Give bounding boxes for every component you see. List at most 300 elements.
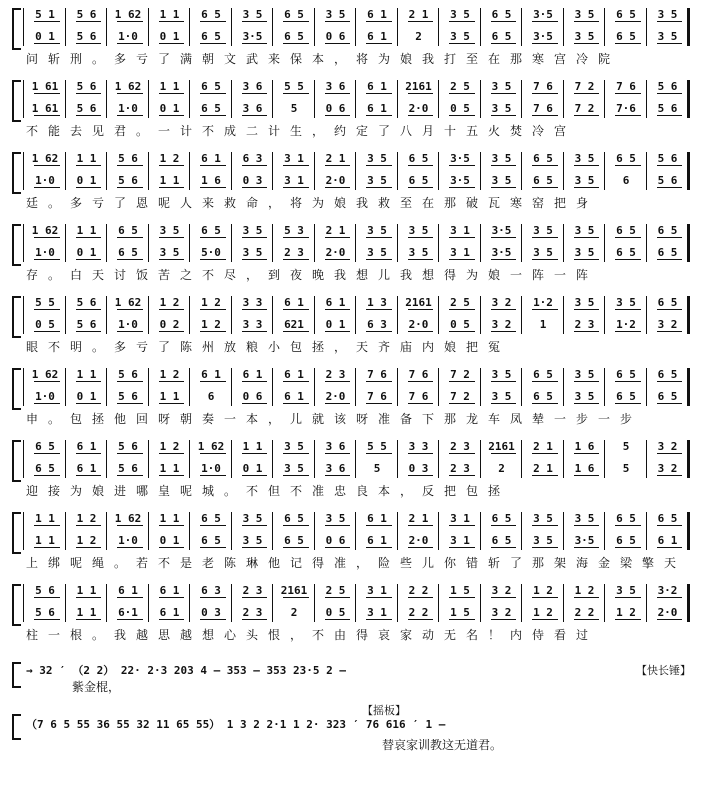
note-group: 1 62 bbox=[31, 368, 59, 381]
beam-underline bbox=[242, 93, 268, 94]
bar-line bbox=[563, 224, 564, 262]
note-group: 3 5 bbox=[533, 534, 553, 547]
beam-underline bbox=[657, 547, 683, 548]
beam-underline bbox=[159, 93, 185, 94]
beam-underline bbox=[283, 309, 309, 310]
note-group: 3·5 bbox=[533, 8, 553, 21]
note-group: 3 1 bbox=[367, 584, 387, 597]
beam-underline bbox=[159, 115, 185, 116]
beam-underline bbox=[574, 381, 600, 382]
note-group: 3 5 bbox=[616, 584, 636, 597]
bar-line bbox=[521, 152, 522, 190]
note-group: 1 2 bbox=[76, 512, 97, 525]
beam-underline bbox=[615, 547, 641, 548]
beam-underline bbox=[532, 237, 558, 238]
beam-underline bbox=[532, 381, 558, 382]
beam-underline bbox=[366, 453, 392, 454]
note-group: 1 1 bbox=[76, 224, 97, 237]
beam-underline bbox=[76, 115, 102, 116]
bar-line bbox=[604, 152, 605, 190]
beam-underline bbox=[242, 43, 268, 44]
bar-line bbox=[438, 152, 439, 190]
beam-underline bbox=[325, 165, 351, 166]
bar-line bbox=[189, 224, 190, 262]
beam-underline bbox=[76, 547, 102, 548]
beam-underline bbox=[159, 237, 185, 238]
beam-underline bbox=[449, 259, 475, 260]
beam-underline bbox=[200, 187, 226, 188]
beam-underline bbox=[117, 525, 143, 526]
note-group: 3 5 bbox=[408, 246, 429, 259]
note-group: 3 2 bbox=[491, 584, 512, 597]
beam-underline bbox=[34, 259, 60, 260]
beam-underline bbox=[117, 259, 143, 260]
note-group: 2 5 bbox=[325, 584, 346, 597]
note-group: 6 1 bbox=[284, 368, 304, 381]
note-group: 0 1 bbox=[159, 102, 180, 115]
note-group: 6 5 bbox=[657, 224, 678, 237]
beam-underline bbox=[491, 21, 517, 22]
beam-underline bbox=[615, 165, 641, 166]
bar-line bbox=[604, 8, 605, 46]
bar-line bbox=[23, 8, 24, 46]
note-group: 3 6 bbox=[242, 80, 263, 93]
lyric-line: 眼不明。多亏了陈州放粮小包拯，天齐庙内娘把冤 bbox=[26, 340, 511, 354]
note-group: 6 5 bbox=[616, 152, 636, 165]
bar-line bbox=[314, 512, 315, 550]
note-group: 3 6 bbox=[325, 80, 346, 93]
beam-underline bbox=[574, 237, 600, 238]
system-brace bbox=[12, 224, 21, 266]
note-group: 3 5 bbox=[616, 296, 636, 309]
bar-line bbox=[521, 440, 522, 478]
beam-underline bbox=[34, 187, 60, 188]
note-group: 3 5 bbox=[450, 8, 470, 21]
note-group: 3 2 bbox=[657, 318, 678, 331]
note-group: 3 5 bbox=[408, 224, 429, 237]
beam-underline bbox=[366, 259, 392, 260]
system-brace bbox=[12, 440, 21, 482]
bar-line bbox=[480, 368, 481, 406]
note-group: 6 5 bbox=[35, 440, 55, 453]
note-group: 2·0 bbox=[408, 318, 429, 331]
note-group: 1 62 bbox=[114, 296, 142, 309]
bar-line bbox=[272, 512, 273, 550]
note-group: 3 2 bbox=[657, 440, 678, 453]
beam-underline bbox=[574, 187, 600, 188]
note-group: 6 5 bbox=[616, 30, 636, 43]
bar-line bbox=[397, 440, 398, 478]
note-group: 3 5 bbox=[325, 512, 346, 525]
beam-underline bbox=[491, 331, 517, 332]
note-group: 2 3 bbox=[325, 368, 346, 381]
bar-line bbox=[646, 512, 647, 550]
beam-underline bbox=[200, 525, 226, 526]
note-group: 6 1 bbox=[242, 368, 263, 381]
beam-underline bbox=[408, 115, 434, 116]
beam-underline bbox=[117, 403, 143, 404]
bar-line bbox=[65, 296, 66, 334]
beam-underline bbox=[657, 259, 683, 260]
note-group: 5 bbox=[290, 102, 298, 115]
note-group: 3·5 bbox=[450, 152, 470, 165]
beam-underline bbox=[449, 43, 475, 44]
note-group: 5 6 bbox=[76, 8, 97, 21]
bar-line bbox=[231, 80, 232, 118]
bar-line bbox=[106, 80, 107, 118]
note-group: 3 5 bbox=[325, 8, 346, 21]
beam-underline bbox=[366, 331, 392, 332]
beam-underline bbox=[283, 93, 309, 94]
note-group: 3 1 bbox=[450, 246, 470, 259]
note-group: 2 2 bbox=[408, 584, 429, 597]
beam-underline bbox=[408, 403, 434, 404]
beam-underline bbox=[283, 525, 309, 526]
note-group: 0 3 bbox=[242, 174, 263, 187]
beam-underline bbox=[34, 547, 60, 548]
beam-underline bbox=[117, 475, 143, 476]
beam-underline bbox=[449, 115, 475, 116]
beam-underline bbox=[657, 237, 683, 238]
note-group: 3 5 bbox=[533, 224, 553, 237]
bar-line bbox=[148, 368, 149, 406]
bar-line bbox=[189, 152, 190, 190]
note-group: 2 2 bbox=[408, 606, 429, 619]
beam-underline bbox=[117, 21, 143, 22]
bar-line bbox=[314, 152, 315, 190]
note-group: 1 62 bbox=[31, 152, 59, 165]
note-group: 0 1 bbox=[325, 318, 346, 331]
beam-underline bbox=[34, 115, 60, 116]
note-group: 7 6 bbox=[408, 368, 429, 381]
beam-underline bbox=[200, 453, 226, 454]
note-group: 6 1 bbox=[325, 296, 346, 309]
bar-line bbox=[397, 224, 398, 262]
beam-underline bbox=[283, 331, 309, 332]
beam-underline bbox=[615, 43, 641, 44]
note-group: 1 2 bbox=[533, 584, 553, 597]
bar-line bbox=[604, 584, 605, 622]
note-group: 1 62 bbox=[31, 224, 59, 237]
beam-underline bbox=[615, 403, 641, 404]
note-group: 3 3 bbox=[242, 318, 263, 331]
beam-underline bbox=[325, 525, 351, 526]
beam-underline bbox=[325, 43, 351, 44]
beam-underline bbox=[408, 597, 434, 598]
beam-underline bbox=[242, 187, 268, 188]
note-group: 1 62 bbox=[114, 80, 142, 93]
note-group: 6 5 bbox=[491, 8, 512, 21]
note-group: 0 6 bbox=[325, 534, 346, 547]
bar-line bbox=[65, 512, 66, 550]
beam-underline bbox=[325, 619, 351, 620]
note-group: 0 6 bbox=[325, 30, 346, 43]
beam-underline bbox=[117, 619, 143, 620]
bar-line bbox=[189, 296, 190, 334]
note-group: 2 1 bbox=[325, 224, 346, 237]
beam-underline bbox=[76, 21, 102, 22]
note-group: 7 6 bbox=[408, 390, 429, 403]
bar-line bbox=[521, 80, 522, 118]
bar-line bbox=[314, 368, 315, 406]
beam-underline bbox=[200, 237, 226, 238]
bar-line bbox=[397, 80, 398, 118]
beam-underline bbox=[366, 547, 392, 548]
bar-line bbox=[314, 296, 315, 334]
bar-line bbox=[148, 80, 149, 118]
bar-line bbox=[65, 8, 66, 46]
beam-underline bbox=[615, 331, 641, 332]
bar-line bbox=[148, 8, 149, 46]
note-group: 2·0 bbox=[408, 534, 429, 547]
beam-underline bbox=[34, 309, 60, 310]
note-group: 1·0 bbox=[118, 318, 138, 331]
note-group: 6 1 bbox=[201, 368, 221, 381]
bar-line bbox=[687, 224, 690, 262]
note-group: 7 2 bbox=[450, 368, 470, 381]
lyric-line: 廷。多亏了恩呢人来救命，将为娘我救至在那破瓦寒窑把身 bbox=[26, 196, 599, 210]
beam-underline bbox=[200, 331, 226, 332]
note-group: 3·2 bbox=[657, 584, 678, 597]
note-group: 6 3 bbox=[201, 584, 221, 597]
bar-line bbox=[23, 80, 24, 118]
note-group: 5 6 bbox=[118, 152, 138, 165]
note-group: 5 bbox=[622, 440, 630, 453]
bar-line bbox=[355, 440, 356, 478]
note-group: 3 5 bbox=[574, 368, 595, 381]
bar-line bbox=[480, 8, 481, 46]
bar-line bbox=[189, 80, 190, 118]
bar-line bbox=[106, 296, 107, 334]
note-group: 3·5 bbox=[242, 30, 263, 43]
note-group: 1 1 bbox=[242, 440, 263, 453]
beam-underline bbox=[76, 309, 102, 310]
beam-underline bbox=[657, 93, 683, 94]
note-group: 3 5 bbox=[533, 512, 553, 525]
note-group: 6 5 bbox=[284, 30, 304, 43]
system-brace bbox=[12, 662, 21, 688]
beam-underline bbox=[408, 187, 434, 188]
beam-underline bbox=[117, 165, 143, 166]
beam-underline bbox=[159, 21, 185, 22]
bar-line bbox=[563, 368, 564, 406]
note-group: 6 5 bbox=[533, 174, 553, 187]
note-group: 1 2 bbox=[159, 152, 180, 165]
bar-line bbox=[397, 512, 398, 550]
bar-line bbox=[231, 368, 232, 406]
note-group: 2 3 bbox=[450, 440, 470, 453]
bar-line bbox=[397, 296, 398, 334]
bar-line bbox=[646, 440, 647, 478]
note-group: 6 1 bbox=[367, 512, 387, 525]
beam-underline bbox=[615, 21, 641, 22]
beam-underline bbox=[574, 597, 600, 598]
beam-underline bbox=[366, 403, 392, 404]
note-group: 1 1 bbox=[159, 512, 180, 525]
beam-underline bbox=[242, 597, 268, 598]
bar-line bbox=[65, 80, 66, 118]
beam-underline bbox=[532, 115, 558, 116]
note-group: 3 6 bbox=[325, 440, 346, 453]
note-group: 3 1 bbox=[450, 224, 470, 237]
bar-line bbox=[438, 224, 439, 262]
beam-underline bbox=[242, 21, 268, 22]
beam-underline bbox=[283, 165, 309, 166]
bar-line bbox=[23, 440, 24, 478]
bar-line bbox=[438, 80, 439, 118]
bar-line bbox=[355, 368, 356, 406]
bar-line bbox=[604, 296, 605, 334]
beam-underline bbox=[325, 381, 351, 382]
bar-line bbox=[687, 152, 690, 190]
note-group: 5 6 bbox=[118, 368, 138, 381]
bar-line bbox=[563, 152, 564, 190]
bar-line bbox=[480, 440, 481, 478]
bar-line bbox=[438, 512, 439, 550]
note-group: 7 6 bbox=[616, 80, 636, 93]
beam-underline bbox=[159, 43, 185, 44]
system-brace bbox=[12, 8, 21, 50]
beam-underline bbox=[449, 21, 475, 22]
bar-line bbox=[314, 224, 315, 262]
beam-underline bbox=[449, 547, 475, 548]
beam-underline bbox=[408, 453, 434, 454]
note-group: 2 3 bbox=[450, 462, 470, 475]
bar-line bbox=[23, 224, 24, 262]
note-group: 3 5 bbox=[657, 8, 678, 21]
beam-underline bbox=[200, 93, 226, 94]
note-group: 621 bbox=[284, 318, 304, 331]
note-group: 3 1 bbox=[284, 174, 304, 187]
note-group: 0 6 bbox=[325, 102, 346, 115]
note-group: 2 bbox=[290, 606, 298, 619]
bar-line bbox=[355, 80, 356, 118]
note-group: 1 62 bbox=[197, 440, 225, 453]
beam-underline bbox=[366, 93, 392, 94]
beam-underline bbox=[117, 547, 143, 548]
bar-line bbox=[148, 584, 149, 622]
bar-line bbox=[23, 296, 24, 334]
note-group: 3 5 bbox=[574, 390, 595, 403]
note-group: 6 1 bbox=[367, 80, 387, 93]
note-group: 2161 bbox=[488, 440, 515, 453]
note-group: 0 5 bbox=[325, 606, 346, 619]
note-group: 5 5 bbox=[284, 80, 304, 93]
beam-underline bbox=[574, 525, 600, 526]
bar-line bbox=[480, 224, 481, 262]
bar-line bbox=[397, 368, 398, 406]
note-group: 1·0 bbox=[118, 30, 138, 43]
note-group: 3 5 bbox=[491, 102, 512, 115]
beam-underline bbox=[408, 475, 434, 476]
note-group: 1 1 bbox=[76, 368, 97, 381]
beam-underline bbox=[283, 597, 309, 598]
bar-line bbox=[687, 440, 690, 478]
beam-underline bbox=[491, 237, 517, 238]
note-group: 6 5 bbox=[408, 152, 429, 165]
beam-underline bbox=[159, 619, 185, 620]
note-group: 1·0 bbox=[35, 390, 55, 403]
note-group: 1 2 bbox=[574, 584, 595, 597]
note-group: 6 1 bbox=[284, 296, 304, 309]
beam-underline bbox=[159, 165, 185, 166]
note-group: 3 5 bbox=[367, 152, 387, 165]
note-group: 1 1 bbox=[76, 152, 97, 165]
note-group: 6 5 bbox=[533, 390, 553, 403]
beam-underline bbox=[532, 187, 558, 188]
note-group: 6 5 bbox=[491, 30, 512, 43]
note-group: 5 6 bbox=[76, 296, 97, 309]
note-group: 6 5 bbox=[657, 512, 678, 525]
note-group: 3 1 bbox=[284, 152, 304, 165]
bar-line bbox=[148, 440, 149, 478]
bar-line bbox=[521, 224, 522, 262]
note-group: 6 5 bbox=[408, 174, 429, 187]
note-group: 2 3 bbox=[242, 584, 263, 597]
beam-underline bbox=[117, 237, 143, 238]
beam-underline bbox=[117, 597, 143, 598]
beam-underline bbox=[325, 93, 351, 94]
beam-underline bbox=[117, 381, 143, 382]
beam-underline bbox=[408, 309, 434, 310]
note-group: 3·5 bbox=[533, 30, 553, 43]
beam-underline bbox=[408, 331, 434, 332]
beam-underline bbox=[117, 115, 143, 116]
beam-underline bbox=[574, 309, 600, 310]
note-group: 7 6 bbox=[533, 102, 553, 115]
note-group: 3 5 bbox=[284, 462, 304, 475]
note-group: 3 5 bbox=[491, 152, 512, 165]
note-group: 6 5 bbox=[657, 296, 678, 309]
beam-underline bbox=[366, 309, 392, 310]
note-group: 6 5 bbox=[533, 152, 553, 165]
note-group: 2·0 bbox=[325, 246, 346, 259]
note-group: 3 5 bbox=[491, 390, 512, 403]
beam-underline bbox=[574, 115, 600, 116]
note-group: 2161 bbox=[280, 584, 308, 597]
lyric-line-10: 紫金棍， bbox=[72, 680, 121, 694]
note-group: 6 1 bbox=[367, 534, 387, 547]
bar-line bbox=[65, 584, 66, 622]
note-group: 6 3 bbox=[367, 318, 387, 331]
note-group: 6 5 bbox=[616, 8, 636, 21]
beam-underline bbox=[657, 331, 683, 332]
note-group: 2·0 bbox=[408, 102, 429, 115]
bar-line bbox=[106, 512, 107, 550]
beam-underline bbox=[532, 43, 558, 44]
bar-line bbox=[521, 296, 522, 334]
note-group: 0 1 bbox=[76, 174, 97, 187]
beam-underline bbox=[159, 525, 185, 526]
beam-underline bbox=[159, 381, 185, 382]
beam-underline bbox=[200, 475, 226, 476]
note-group: 6 5 bbox=[616, 390, 636, 403]
note-group: 3 1 bbox=[450, 534, 470, 547]
beam-underline bbox=[366, 165, 392, 166]
bar-line bbox=[148, 152, 149, 190]
beam-underline bbox=[366, 43, 392, 44]
note-group: 3 5 bbox=[367, 174, 387, 187]
beam-underline bbox=[615, 93, 641, 94]
beam-underline bbox=[491, 93, 517, 94]
beam-underline bbox=[574, 547, 600, 548]
note-group: 2 3 bbox=[574, 318, 595, 331]
bar-line bbox=[480, 584, 481, 622]
beam-underline bbox=[491, 381, 517, 382]
bar-line bbox=[355, 512, 356, 550]
note-group: 6 1 bbox=[76, 462, 97, 475]
note-group: 3 6 bbox=[325, 462, 346, 475]
